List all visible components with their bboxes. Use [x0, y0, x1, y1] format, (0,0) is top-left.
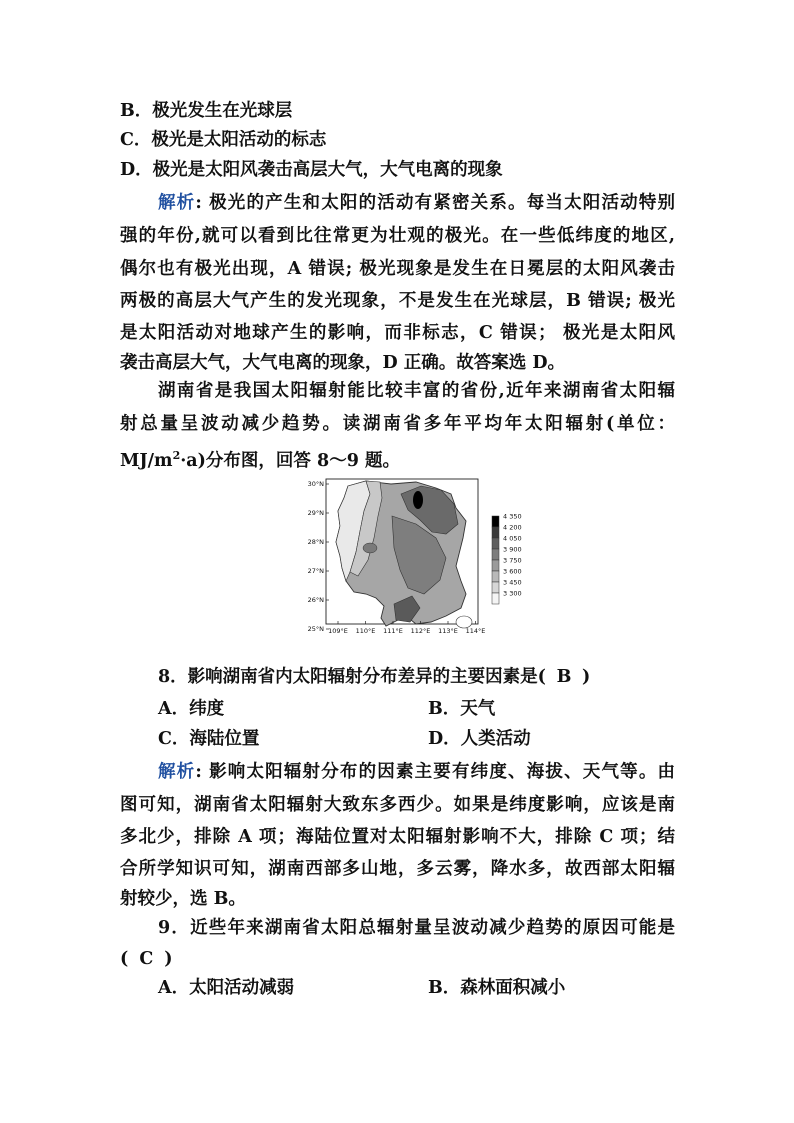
legend-swatch: [492, 516, 499, 527]
legend-label: 3 750: [503, 556, 522, 565]
explanation-line-6: 袭击高层大气，大气电离的现象，D 正确。故答案选 D。: [120, 353, 566, 373]
explanation-line-5: 是太阳活动对地球产生的影响，而非标志，C 错误； 极光是太阳风: [120, 323, 675, 343]
option-c-line: C．极光是太阳活动的标志: [120, 130, 327, 150]
explanation-8-line-5: 射较少，选 B。: [120, 889, 246, 909]
option-d-line: D．极光是太阳风袭击高层大气，大气电离的现象: [120, 160, 503, 180]
lat-label: 30°N: [307, 480, 324, 489]
legend-label: 3 450: [503, 578, 522, 587]
question-9-answer: C: [139, 949, 154, 969]
explanation-8-line-3: 多北少，排除 A 项；海陆位置对太阳辐射影响不大，排除 C 项；结: [120, 827, 675, 847]
intro-line-2: 射总量呈波动减少趋势。读湖南省多年平均年太阳辐射(单位：: [120, 414, 675, 434]
q8-option-c: C．海陆位置: [158, 729, 260, 749]
lat-label: 27°N: [307, 567, 324, 576]
legend-label: 4 350: [503, 512, 522, 521]
explanation-8-line-2: 图可知，湖南省太阳辐射大致东多西少。如果是纬度影响，应该是南: [120, 795, 675, 815]
explanation-8-line-1: 解析: 影响太阳辐射分布的因素主要有纬度、海拔、天气等。由: [158, 762, 675, 782]
legend-swatch: [492, 571, 499, 582]
legend-swatch: [492, 538, 499, 549]
lon-label: 110°E: [355, 627, 376, 635]
legend-label: 3 600: [503, 567, 522, 576]
lon-label: 112°E: [410, 627, 431, 635]
legend-swatch: [492, 549, 499, 560]
question-8-answer: B: [556, 667, 572, 687]
explanation-line-2: 强的年份,就可以看到比往常更为壮观的极光。在一些低纬度的地区,: [120, 226, 675, 246]
explanation-8-tag: 解析: [158, 762, 196, 782]
explanation-8-line-4: 合所学知识可知，湖南西部多山地，多云雾，降水多，故西部太阳辐: [120, 859, 675, 879]
lat-label: 29°N: [307, 509, 324, 518]
q9-option-b: B．森林面积减小: [428, 978, 566, 998]
lon-label: 113°E: [438, 627, 458, 635]
explanation-line-1: 解析: 极光的产生和太阳的活动有紧密关系。每当太阳活动特别: [158, 193, 675, 213]
legend-swatch: [492, 593, 499, 604]
q8-option-b: B．天气: [428, 699, 496, 719]
legend-label: 3 300: [503, 589, 522, 598]
explanation-line-3: 偶尔也有极光出现，A 错误; 极光现象是发生在日冕层的太阳风袭击: [120, 259, 675, 279]
q9-option-a: A．太阳活动减弱: [158, 978, 295, 998]
lat-label: 25°N: [307, 625, 324, 634]
lat-label: 28°N: [307, 538, 324, 547]
legend-label: 4 050: [503, 534, 522, 543]
explanation-line-4: 两极的高层大气产生的发光现象，不是发生在光球层，B 错误; 极光: [120, 291, 675, 311]
lat-label: 26°N: [307, 596, 324, 605]
legend-label: 3 900: [503, 545, 522, 554]
option-b-line: B．极光发生在光球层: [120, 101, 293, 121]
legend-swatch: [492, 560, 499, 571]
intro-line-3: $MJ/m^2\cdot a$)分布图，回答 8～9 题。: [120, 449, 400, 471]
lon-label: 114°E: [465, 627, 486, 635]
lon-label: 109°E: [328, 627, 348, 635]
legend-swatch: [492, 582, 499, 593]
explanation-tag: 解析: [158, 193, 196, 213]
question-9-answer-line: ( C ): [120, 949, 173, 969]
legend-swatch: [492, 527, 499, 538]
q8-option-d: D．人类活动: [428, 729, 531, 749]
legend-label: 4 200: [503, 523, 522, 532]
west-pocket-zone: [363, 543, 377, 553]
hunan-radiation-map: [296, 476, 528, 656]
question-8: 8．影响湖南省内太阳辐射分布差异的主要因素是( B ): [158, 667, 591, 687]
intro-line-1: 湖南省是我国太阳辐射能比较丰富的省份,近年来湖南省太阳辐: [158, 381, 675, 401]
q8-option-a: A．纬度: [158, 699, 225, 719]
lon-label: 111°E: [383, 627, 403, 635]
north-peak-zone: [413, 491, 423, 509]
question-9: 9．近些年来湖南省太阳总辐射量呈波动减少趋势的原因可能是: [158, 918, 675, 938]
